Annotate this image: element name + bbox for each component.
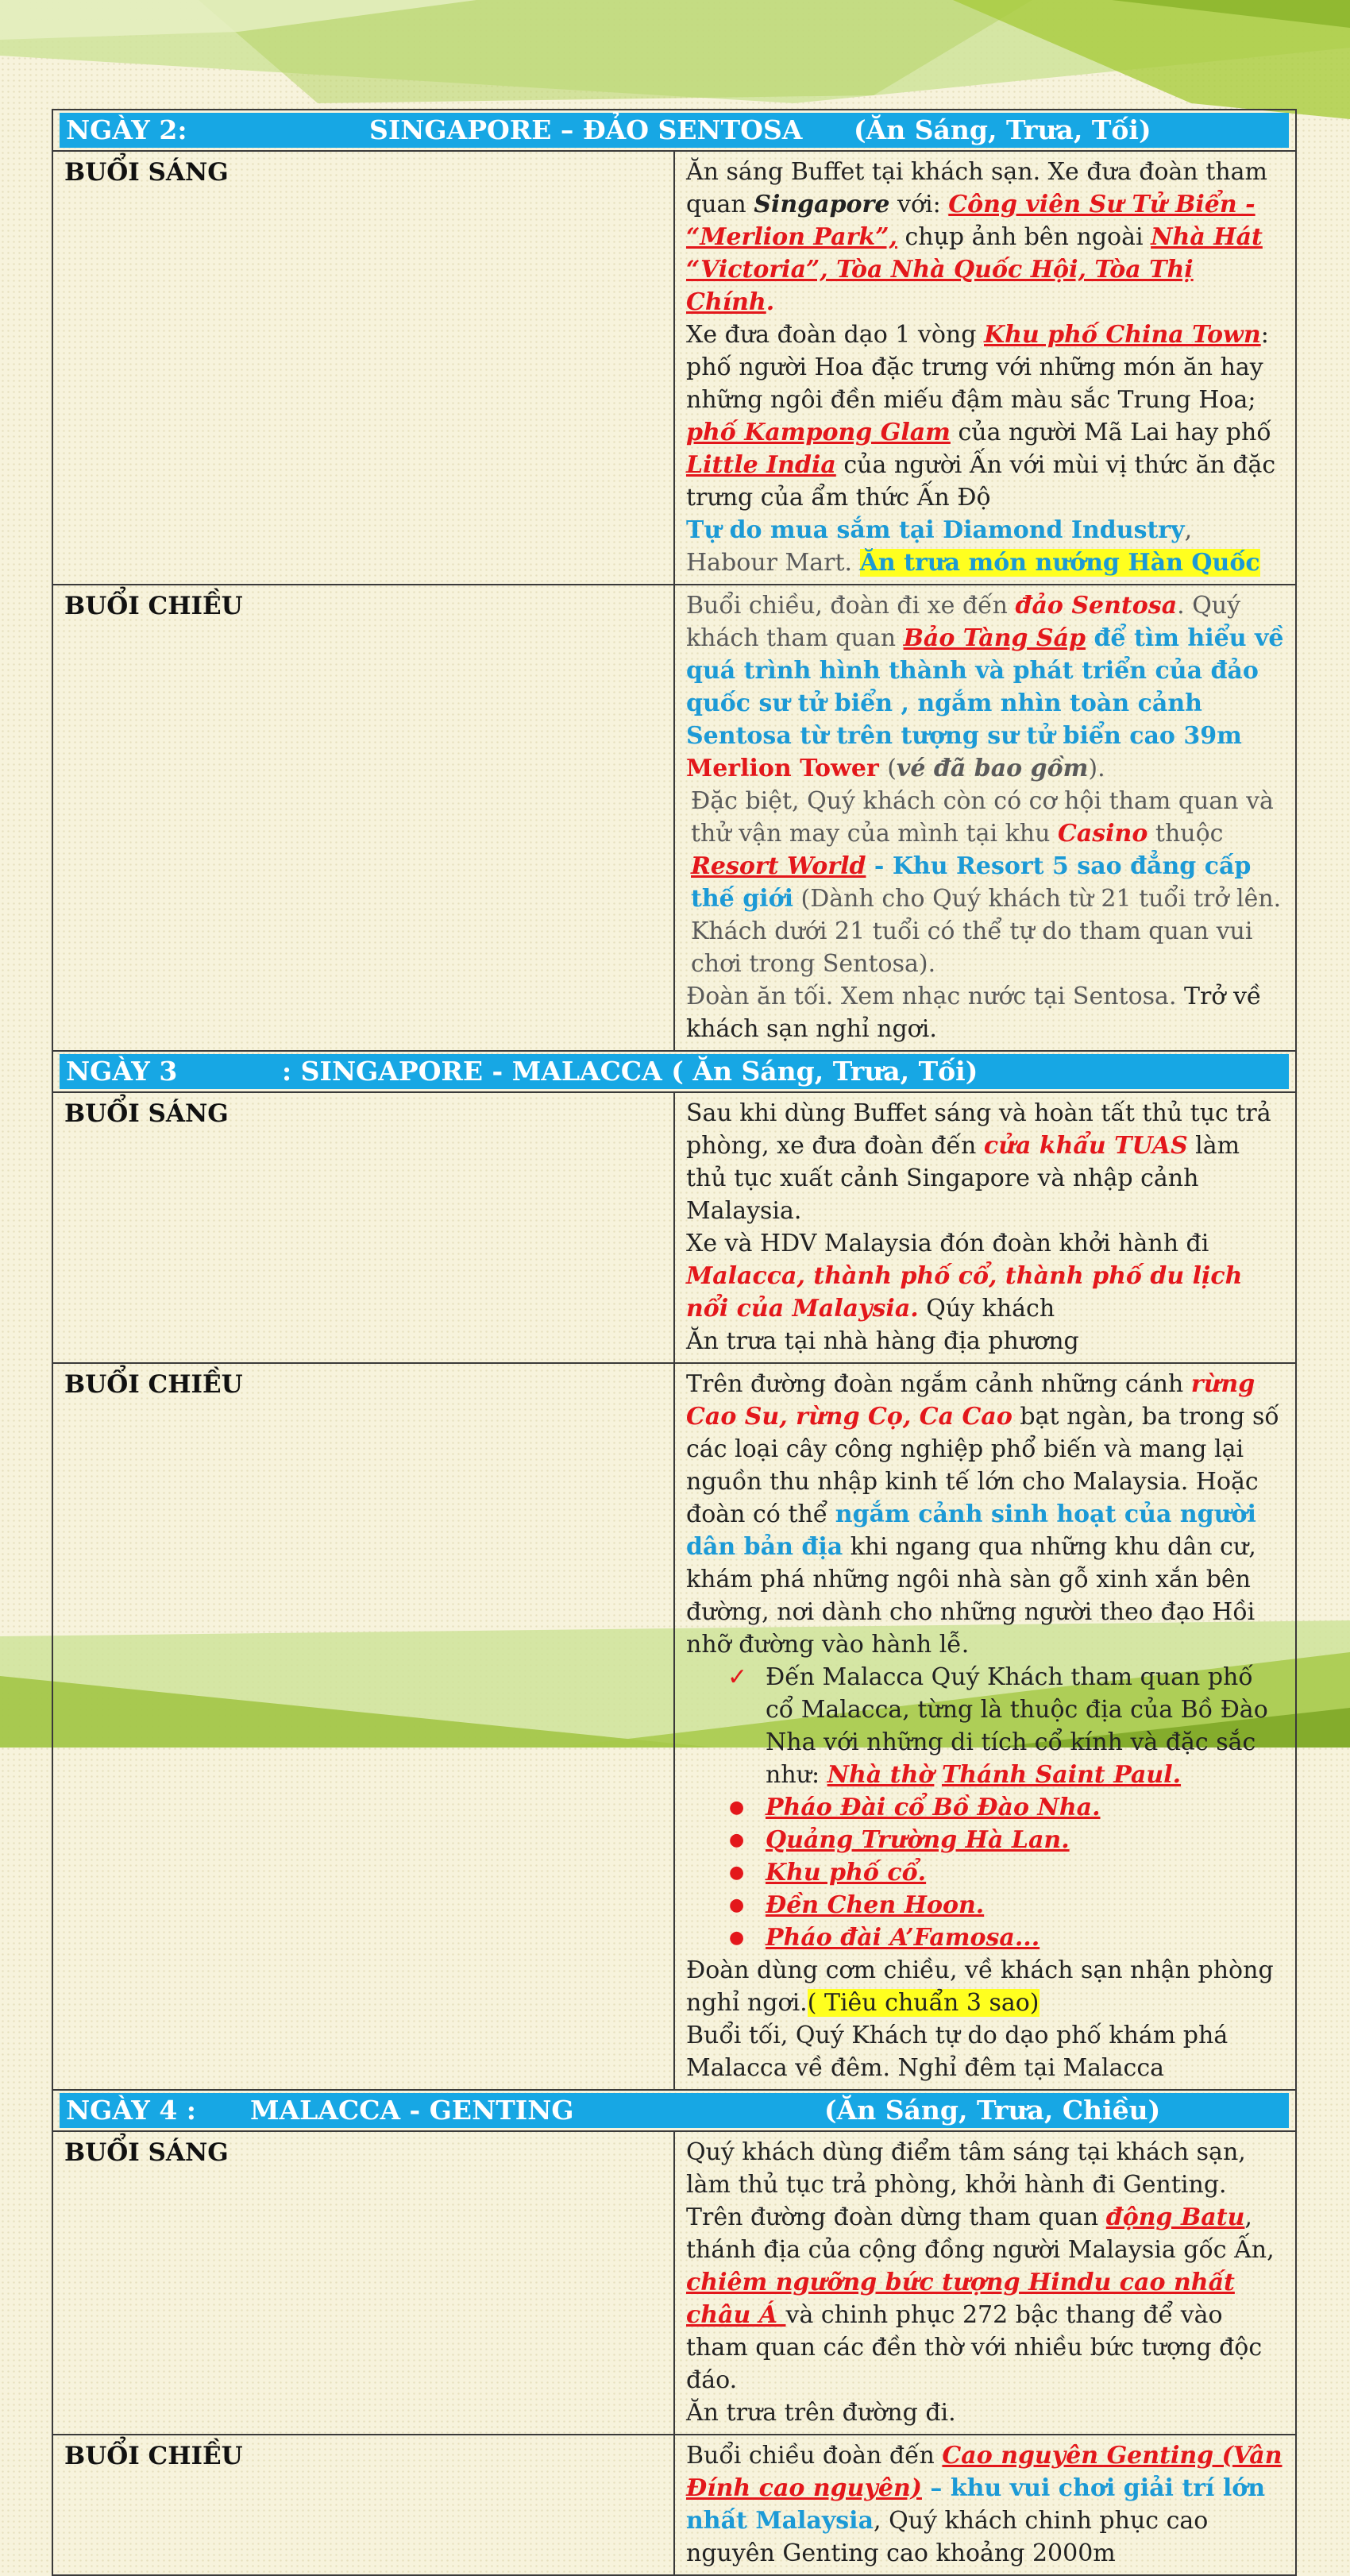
- text: . Quý khách tham quan: [686, 592, 1241, 652]
- text: , thánh địa của cộng đồng người Malaysia gốc Ấn,: [686, 2203, 1275, 2264]
- highlight-text: Khu Resort 5 sao đẳng cấp thế giới: [691, 852, 1252, 913]
- text: -: [866, 852, 893, 880]
- text: [934, 1761, 942, 1789]
- text: Trên đường đoàn ngắm cảnh những cánh: [686, 1370, 1191, 1398]
- session-label: BUỔI SÁNG: [52, 151, 674, 585]
- place-link: Nhà Hát “Victoria”, Tòa Nhà Quốc Hội, Tòa Thị Chính: [686, 223, 1263, 316]
- place-link: Little India: [686, 451, 836, 479]
- text: Buổi chiều, đoàn đi xe đến: [686, 592, 1016, 620]
- text: vé đã bao gồm: [896, 755, 1089, 782]
- highlight-text: Tự do mua sắm tại Diamond Industry: [686, 516, 1185, 544]
- list-item: [766, 1921, 1287, 1954]
- text: Sau khi dùng Buffet sáng và hoàn tất thủ tục trả phòng, xe đưa đoàn đến: [686, 1099, 1271, 1160]
- text: Xe đưa đoàn dạo 1 vòng: [686, 321, 984, 349]
- highlight-text: khu vui chơi giải trí lớn nhất Malaysia: [686, 2474, 1266, 2535]
- place-name: rừng Cao Su, rừng Cọ, Ca Cao: [686, 1370, 1256, 1431]
- place-name: thành phố cổ, thành phố du lịch nổi của Malaysia.: [686, 1262, 1243, 1323]
- text: , Quý khách chinh phục cao nguyên Genting cao khoảng 2000m: [686, 2507, 1209, 2567]
- place-link: Pháo đài A’Famosa...: [766, 1924, 1040, 1952]
- text: (: [887, 755, 897, 782]
- session-label: BUỔI CHIỀU: [52, 1363, 674, 2090]
- text: Trở về khách sạn nghỉ ngơi.: [686, 983, 1262, 1043]
- session-label: BUỔI CHIỀU: [52, 585, 674, 1051]
- highlight-text: ( Tiêu chuẩn 3 sao): [807, 1989, 1040, 2017]
- day-header-bar: [60, 1054, 1289, 1089]
- text: Đoàn ăn tối. Xem nhạc nước tại Sentosa.: [686, 983, 1185, 1010]
- day-header-row: [52, 2090, 1296, 2131]
- place-link: Nhà thờ: [827, 1761, 935, 1789]
- place-link: đảo Sentosa: [1015, 592, 1178, 620]
- text: Buổi chiều đoàn đến: [686, 2442, 943, 2470]
- text: Đến Malacca Quý Khách tham quan phố cổ Malacca, từng là thuộc địa của Bồ Đào Nha với những di tích cổ kính và đặc sắc như:: [766, 1663, 1268, 1789]
- day-route: SINGAPORE – ĐẢO SENTOSA: [369, 114, 803, 145]
- session-row: [52, 1092, 1296, 1363]
- list-item: [766, 1824, 1287, 1856]
- itinerary-table: [52, 109, 1297, 2576]
- day-route: MALACCA - GENTING: [250, 2095, 574, 2126]
- checklist-item: [686, 1661, 1287, 1791]
- text: Ăn trưa trên đường đi.: [686, 2399, 956, 2427]
- text: –: [921, 2474, 951, 2502]
- session-label: BUỔI SÁNG: [52, 1092, 674, 1363]
- text: Ăn trưa tại nhà hàng địa phương: [686, 1327, 1079, 1355]
- list-item: [766, 1889, 1287, 1921]
- day-header-row: [52, 1051, 1296, 1092]
- session-content: [674, 1092, 1296, 1363]
- text: làm thủ tục xuất cảnh Singapore và nhập cảnh Malaysia.: [686, 1132, 1240, 1225]
- text: : phố người Hoa đặc trưng với những món ăn hay những ngôi đền miếu đậm màu sắc Trung Hoa;: [686, 321, 1269, 414]
- text: Đoàn dùng cơm chiều, về khách sạn nhận phòng nghỉ ngơi.: [686, 1956, 1274, 2017]
- day-meals: (Ăn Sáng, Trưa, Chiều): [824, 2095, 1161, 2126]
- text: Đặc biệt, Quý khách còn có cơ hội tham quan và thử vận may của mình tại khu: [691, 787, 1274, 848]
- session-row: [52, 1363, 1296, 2090]
- place-name: Malacca: [686, 1262, 797, 1290]
- text: Qúy khách: [918, 1295, 1055, 1323]
- text: Buổi tối, Quý Khách tự do dạo phố khám phá Malacca về đêm. Nghỉ đêm tại Malacca: [686, 2022, 1228, 2082]
- text: của người Mã Lai hay phố: [950, 419, 1271, 446]
- text: khi ngang qua những khu dân cư, khám phá những ngôi nhà sàn gỗ xinh xắn bên đường, nơi dành cho những người theo đạo Hồi nhỡ đường vào hành lễ.: [686, 1533, 1256, 1659]
- day-label: NGÀY 4 :: [66, 2095, 196, 2126]
- day-meals: (Ăn Sáng, Trưa, Tối): [854, 114, 1151, 145]
- text: chụp ảnh bên ngoài: [897, 223, 1151, 251]
- place-link: Casino: [1057, 820, 1148, 848]
- session-row: [52, 585, 1296, 1051]
- highlight-text: Ăn trưa món nướng Hàn Quốc: [859, 549, 1260, 577]
- place-link: Đền Chen Hoon.: [766, 1891, 985, 1919]
- session-row: [52, 2435, 1296, 2575]
- place-name: Merlion Tower: [686, 755, 888, 782]
- place-link: Khu phố cổ.: [766, 1859, 927, 1887]
- place-link: Công viên Sư Tử Biển - “Merlion Park”,: [686, 191, 1256, 251]
- text: thuộc: [1148, 820, 1224, 848]
- place-link: Pháo Đài cổ Bồ Đào Nha.: [766, 1794, 1101, 1821]
- text: ).: [1088, 755, 1105, 782]
- text: , Habour Mart.: [686, 516, 1193, 577]
- session-content: [674, 2131, 1296, 2435]
- day-label: NGÀY 2:: [66, 114, 187, 145]
- text: .: [766, 288, 775, 316]
- text: bạt ngàn, ba trong số các loại cây công nghiệp phổ biến và mang lại nguồn thu nhập kinh tế lớn cho Malaysia. Hoặc đoàn có thể: [686, 1403, 1279, 1528]
- place-link: phố Kampong Glam: [686, 419, 951, 446]
- place-link: động Batu: [1105, 2203, 1245, 2231]
- list-item: [766, 1856, 1287, 1889]
- place-name: cửa khẩu TUAS: [983, 1132, 1188, 1160]
- text: của người Ấn với mùi vị thức ăn đặc trưng của ẩm thức Ấn Độ: [686, 451, 1276, 512]
- highlight-text: để tìm hiểu về quá trình hình thành và phát triển của đảo quốc sư tử biển , ngắm nhìn toàn cảnh Sentosa từ trên tượng sư tử biển cao 39m: [686, 624, 1284, 750]
- day-label: NGÀY 3: [66, 1056, 178, 1087]
- list-item: [766, 1791, 1287, 1824]
- session-row: [52, 2131, 1296, 2435]
- place-link: chiêm ngưỡng bức tượng Hindu cao nhất châu Á: [686, 2269, 1235, 2329]
- text: Singapore: [754, 191, 890, 218]
- place-link: Quảng Trường Hà Lan.: [766, 1826, 1070, 1854]
- day-header-bar: [60, 2093, 1289, 2128]
- day-route: : SINGAPORE - MALACCA ( Ăn Sáng, Trưa, Tối): [282, 1056, 978, 1087]
- session-content: [674, 151, 1296, 585]
- sight-list: [686, 1791, 1287, 1954]
- place-link: Bảo Tàng Sáp: [903, 624, 1086, 652]
- session-content: [674, 2435, 1296, 2575]
- session-content: [674, 1363, 1296, 2090]
- text: và chinh phục 272 bậc thang để vào tham quan các đền thờ với nhiều bức tượng độc đáo.: [686, 2301, 1263, 2394]
- place-link: Khu phố China Town: [984, 321, 1261, 349]
- day-header-row: [52, 110, 1296, 151]
- session-label: BUỔI SÁNG: [52, 2131, 674, 2435]
- check-icon: ✓: [727, 1663, 748, 1691]
- text: Ăn sáng Buffet tại khách sạn. Xe đưa đoàn tham quan: [686, 158, 1267, 218]
- session-label: BUỔI CHIỀU: [52, 2435, 674, 2575]
- place-link: Thánh Saint Paul.: [941, 1761, 1182, 1789]
- text: (Dành cho Quý khách từ 21 tuổi trở lên. Khách dưới 21 tuổi có thể tự do tham quan vui chơi trong Sentosa).: [691, 885, 1282, 978]
- day-header-bar: [60, 113, 1289, 148]
- text: ,: [796, 1262, 814, 1290]
- place-link: Resort World: [691, 852, 866, 880]
- text: Xe và HDV Malaysia đón đoàn khởi hành đi: [686, 1230, 1209, 1257]
- session-row: [52, 151, 1296, 585]
- highlight-text: ngắm cảnh sinh hoạt của người dân bản địa: [686, 1500, 1256, 1561]
- text: với:: [889, 191, 949, 218]
- place-link: Cao nguyên Genting (Vân Đính cao nguyên): [686, 2442, 1282, 2502]
- text: Quý khách dùng điểm tâm sáng tại khách sạn, làm thủ tục trả phòng, khởi hành đi Genting. Trên đường đoàn dừng tham quan: [686, 2138, 1246, 2231]
- session-content: [674, 585, 1296, 1051]
